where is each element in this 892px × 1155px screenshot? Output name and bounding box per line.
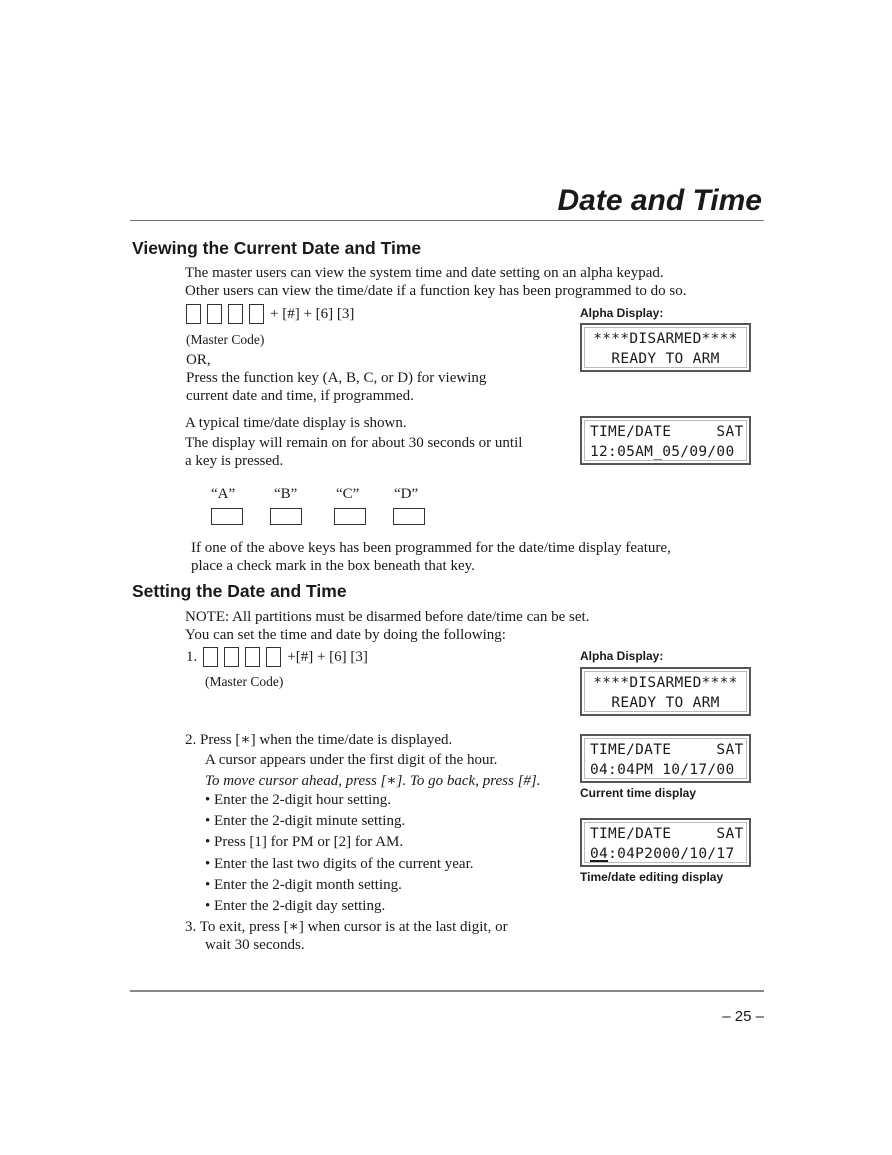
or-label: OR, xyxy=(186,352,211,368)
checkbox-key-a[interactable] xyxy=(211,508,243,525)
lcd-line-2-rest: :04P2000/10/17 xyxy=(608,846,735,862)
checkmark-line-2: place a check mark in the box beneath that key. xyxy=(191,558,475,574)
note-line: NOTE: All partitions must be disarmed before date/time can be set. xyxy=(185,609,590,625)
section-heading-setting: Setting the Date and Time xyxy=(132,581,347,601)
code-digit-box xyxy=(266,647,281,667)
alpha-display-caption-2: Alpha Display: xyxy=(580,649,664,663)
checkbox-key-b[interactable] xyxy=(270,508,302,525)
bullet-hour: • Enter the 2-digit hour setting. xyxy=(205,792,392,808)
code-digit-box xyxy=(228,304,243,324)
function-key-line-1: Press the function key (A, B, C, or D) for viewing xyxy=(186,370,487,386)
lcd-editing-display xyxy=(580,818,751,867)
function-key-label-d: “D” xyxy=(394,486,419,502)
bullet-pm-am: • Press [1] for PM or [2] for AM. xyxy=(205,834,404,850)
bullet-year: • Enter the last two digits of the current year. xyxy=(205,856,474,872)
lcd-line-1: ****DISARMED**** xyxy=(593,675,738,691)
step2-text: 2. Press [∗] when the time/date is displayed. xyxy=(185,732,453,748)
remain-line-2: a key is pressed. xyxy=(185,453,284,469)
checkbox-key-d[interactable] xyxy=(393,508,425,525)
lcd-timedate-display xyxy=(580,416,751,465)
code-digit-box xyxy=(203,647,218,667)
cursor-line: A cursor appears under the first digit of the hour. xyxy=(205,752,498,768)
bullet-month: • Enter the 2-digit month setting. xyxy=(205,877,402,893)
code-digit-box xyxy=(186,304,201,324)
lcd-line-2 xyxy=(590,846,734,862)
lcd-line-2: 04:04PM 10/17/00 xyxy=(590,762,735,778)
current-time-caption: Current time display xyxy=(580,786,697,800)
step1-number: 1. xyxy=(186,648,198,665)
lcd-line-1: ****DISARMED**** xyxy=(593,331,738,347)
editing-caption: Time/date editing display xyxy=(580,870,724,884)
typical-display-text: A typical time/date display is shown. xyxy=(185,415,407,431)
master-code-label: (Master Code) xyxy=(186,332,265,347)
step1-sequence-text: +[#] + [6] [3] xyxy=(287,648,368,665)
you-can-line: You can set the time and date by doing the following: xyxy=(185,627,506,643)
page-number: – 25 – xyxy=(722,1008,764,1025)
master-code-label-2: (Master Code) xyxy=(205,674,284,689)
bullet-day: • Enter the 2-digit day setting. xyxy=(205,898,386,914)
code-digit-box xyxy=(249,304,264,324)
alpha-display-caption: Alpha Display: xyxy=(580,306,664,320)
function-key-label-c: “C” xyxy=(336,486,360,502)
code-digit-box xyxy=(245,647,260,667)
lcd-line-1: TIME/DATE SAT xyxy=(590,742,744,758)
page-title: Date and Time xyxy=(557,184,762,217)
bullet-minute: • Enter the 2-digit minute setting. xyxy=(205,813,406,829)
function-key-label-b: “B” xyxy=(274,486,298,502)
intro-line-1: The master users can view the system time and date setting on an alpha keypad. xyxy=(185,265,664,281)
step3-line-2: wait 30 seconds. xyxy=(205,937,305,953)
checkbox-key-c[interactable] xyxy=(334,508,366,525)
intro-line-2: Other users can view the time/date if a function key has been programmed to do so. xyxy=(185,283,687,299)
header-rule xyxy=(130,220,764,221)
code-digit-box xyxy=(224,647,239,667)
lcd-disarmed-display xyxy=(580,323,751,372)
master-code-key-sequence xyxy=(186,304,354,324)
lcd-disarmed-display-2 xyxy=(580,667,751,716)
cursor-italic-line: To move cursor ahead, press [∗]. To go back, press [#]. xyxy=(205,773,541,789)
lcd-line-1: TIME/DATE SAT xyxy=(590,424,744,440)
remain-line-1: The display will remain on for about 30 seconds or until xyxy=(185,435,523,451)
lcd-line-1: TIME/DATE SAT xyxy=(590,826,744,842)
function-key-label-a: “A” xyxy=(211,486,236,502)
lcd-line-2: READY TO ARM xyxy=(611,695,720,711)
lcd-cursor-digits: 04 xyxy=(590,846,609,862)
lcd-current-time-display xyxy=(580,734,751,783)
code-digit-box xyxy=(207,304,222,324)
lcd-line-2: 12:05AM_05/09/00 xyxy=(590,444,735,460)
function-key-line-2: current date and time, if programmed. xyxy=(186,388,414,404)
key-sequence-text: + [#] + [6] [3] xyxy=(270,305,355,322)
footer-rule xyxy=(130,990,764,992)
lcd-line-2: READY TO ARM xyxy=(611,351,720,367)
step1-key-sequence xyxy=(186,647,368,667)
step3-line-1: 3. To exit, press [∗] when cursor is at the last digit, or xyxy=(185,919,508,935)
checkmark-line-1: If one of the above keys has been programmed for the date/time display feature, xyxy=(191,540,671,556)
section-heading-viewing: Viewing the Current Date and Time xyxy=(132,238,422,258)
